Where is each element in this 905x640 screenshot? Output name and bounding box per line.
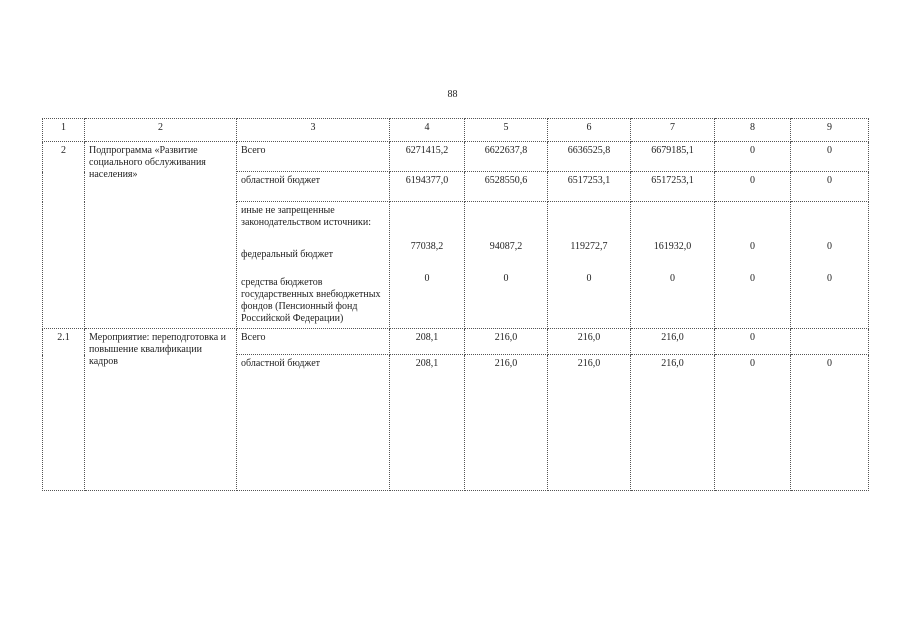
activity-name: Мероприятие: переподготовка и повышение квалификации кадров [85,329,237,491]
row-number: 2.1 [43,329,85,491]
header-cell: 3 [237,119,390,142]
value-cell [631,202,715,329]
funds-value: 0 [750,273,755,284]
value-cell: 208,1 [390,355,465,491]
header-cell: 4 [390,119,465,142]
header-cell: 2 [85,119,237,142]
value-cell: 6517253,1 [548,172,631,202]
value-cell: 6271415,2 [390,142,465,172]
value-cell: 216,0 [548,329,631,355]
federal-value: 0 [750,241,755,252]
value-cell [791,202,869,329]
other-sources-label: иные не запрещенные законодательством источники: [241,205,372,228]
value-cell: 208,1 [390,329,465,355]
budget-table [42,118,869,491]
federal-value: 0 [827,241,832,252]
source-cell: областной бюджет [237,355,390,491]
table-row [43,142,869,172]
header-cell: 7 [631,119,715,142]
header-cell: 9 [791,119,869,142]
value-cell: 0 [715,172,791,202]
funds-value: 0 [586,273,592,284]
table-row [43,329,869,355]
header-row [43,119,869,142]
value-cell [791,329,869,355]
header-cell: 8 [715,119,791,142]
value-cell [465,202,548,329]
row-number: 2 [43,142,85,329]
value-cell: 216,0 [465,355,548,491]
federal-value: 77038,2 [410,241,444,252]
funds-label: средства бюджетов государственных внебюджетных фондов (Пенсионный фонд Российской Федерации) [241,277,381,324]
value-cell: 0 [715,355,791,491]
header-cell: 6 [548,119,631,142]
value-cell: 6528550,6 [465,172,548,202]
funds-value: 0 [827,273,832,284]
value-cell: 6636525,8 [548,142,631,172]
value-cell: 216,0 [631,329,715,355]
value-cell: 6622637,8 [465,142,548,172]
value-cell: 6679185,1 [631,142,715,172]
funds-value: 0 [424,273,430,284]
value-cell: 0 [715,329,791,355]
federal-value: 119272,7 [570,241,608,252]
funds-value: 0 [670,273,675,284]
value-cell [715,202,791,329]
value-cell: 0 [791,142,869,172]
value-cell [390,202,465,329]
value-cell: 6517253,1 [631,172,715,202]
value-cell: 0 [715,142,791,172]
page-number: 88 [447,89,458,100]
header-cell: 5 [465,119,548,142]
value-cell: 216,0 [548,355,631,491]
federal-value: 161932,0 [653,241,692,252]
federal-value: 94087,2 [489,241,523,252]
federal-label: федеральный бюджет [241,249,334,260]
header-cell: 1 [43,119,85,142]
value-cell: 0 [791,355,869,491]
source-cell: Всего [237,142,390,172]
value-cell: 0 [791,172,869,202]
value-cell [548,202,631,329]
value-cell: 216,0 [631,355,715,491]
value-cell: 6194377,0 [390,172,465,202]
source-cell: Всего [237,329,390,355]
program-name: Подпрограмма «Развитие социального обслуживания населения» [85,142,237,329]
funds-value: 0 [503,273,509,284]
source-cell: областной бюджет [237,172,390,202]
source-cell [237,202,390,329]
value-cell: 216,0 [465,329,548,355]
